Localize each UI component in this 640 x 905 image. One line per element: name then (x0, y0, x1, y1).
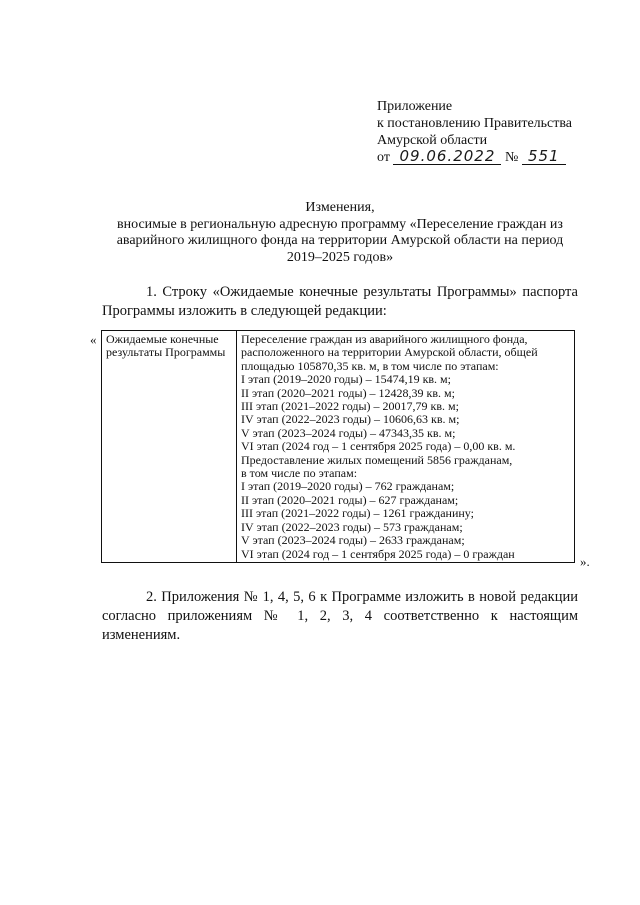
content-line: II этап (2020–2021 годы) – 12428,39 кв. м; (241, 385, 455, 400)
appendix-line-3: Амурской области (377, 133, 488, 148)
paragraph-1-text: 1. Строку «Ожидаемые конечные результаты Программы» паспорта Программы изложить в следующей редакции: (102, 284, 578, 319)
appendix-line-2: к постановлению Правительства (377, 116, 573, 131)
content-line: IV этап (2022–2023 годы) – 573 гражданам; (241, 519, 463, 534)
content-line: V этап (2023–2024 годы) – 2633 гражданам; (241, 533, 465, 548)
opening-quote: « (90, 332, 97, 347)
date-number-line (377, 149, 572, 166)
row-content (237, 331, 575, 563)
content-line: II этап (2020–2021 годы) – 627 гражданам; (241, 492, 459, 507)
content-line: III этап (2021–2022 годы) – 1261 гражданину; (241, 506, 474, 521)
table-row (102, 331, 575, 563)
content-line: в том числе по этапам: (241, 466, 358, 481)
title-line-2: вносимые в региональную адресную программу «Переселение граждан из (117, 216, 563, 232)
content-line: I этап (2019–2020 годы) – 15474,19 кв. м; (241, 372, 451, 387)
document-title (100, 200, 580, 266)
paragraph-2 (102, 588, 578, 645)
appendix-line-1: Приложение (377, 99, 453, 114)
closing-quote: ». (580, 554, 590, 569)
content-line: Предоставление жилых помещений 5856 гражданам, (241, 452, 513, 467)
appendix-header (377, 98, 572, 166)
content-line: VI этап (2024 год – 1 сентября 2025 года) – 0 граждан (241, 546, 515, 561)
content-line: V этап (2023–2024 годы) – 47343,35 кв. м; (241, 425, 456, 440)
row-label: Ожидаемые конечные результаты Программы (102, 331, 237, 563)
title-line-3: аварийного жилищного фонда на территории Амурской области на период (116, 233, 564, 248)
paragraph-2-text: 2. Приложения № 1, 4, 5, 6 к Программе изложить в новой редакции согласно приложениям № 1, 2, 3, 4 соответственно к настоящим изменениям. (102, 589, 578, 643)
content-line: VI этап (2024 год – 1 сентября 2025 года) – 0,00 кв. м. (241, 439, 516, 454)
handwritten-number: 551 (522, 149, 566, 165)
date-prefix: от (377, 150, 390, 165)
number-prefix: № (504, 150, 519, 165)
content-line: III этап (2021–2022 годы) – 20017,79 кв. м; (241, 399, 459, 414)
content-line: IV этап (2022–2023 годы) – 10606,63 кв. м; (241, 412, 460, 427)
content-line: расположенного на территории Амурской области, общей (241, 345, 538, 360)
paragraph-1 (102, 283, 578, 321)
content-line: площадью 105870,35 кв. м, в том числе по этапам: (241, 358, 499, 373)
content-line: I этап (2019–2020 годы) – 762 гражданам; (241, 479, 455, 494)
title-line-1: Изменения, (305, 200, 375, 215)
handwritten-date: 09.06.2022 (393, 149, 501, 165)
title-line-4: 2019–2025 годов» (286, 249, 394, 265)
content-line: Переселение граждан из аварийного жилищного фонда, (241, 332, 528, 346)
results-table (101, 330, 575, 563)
